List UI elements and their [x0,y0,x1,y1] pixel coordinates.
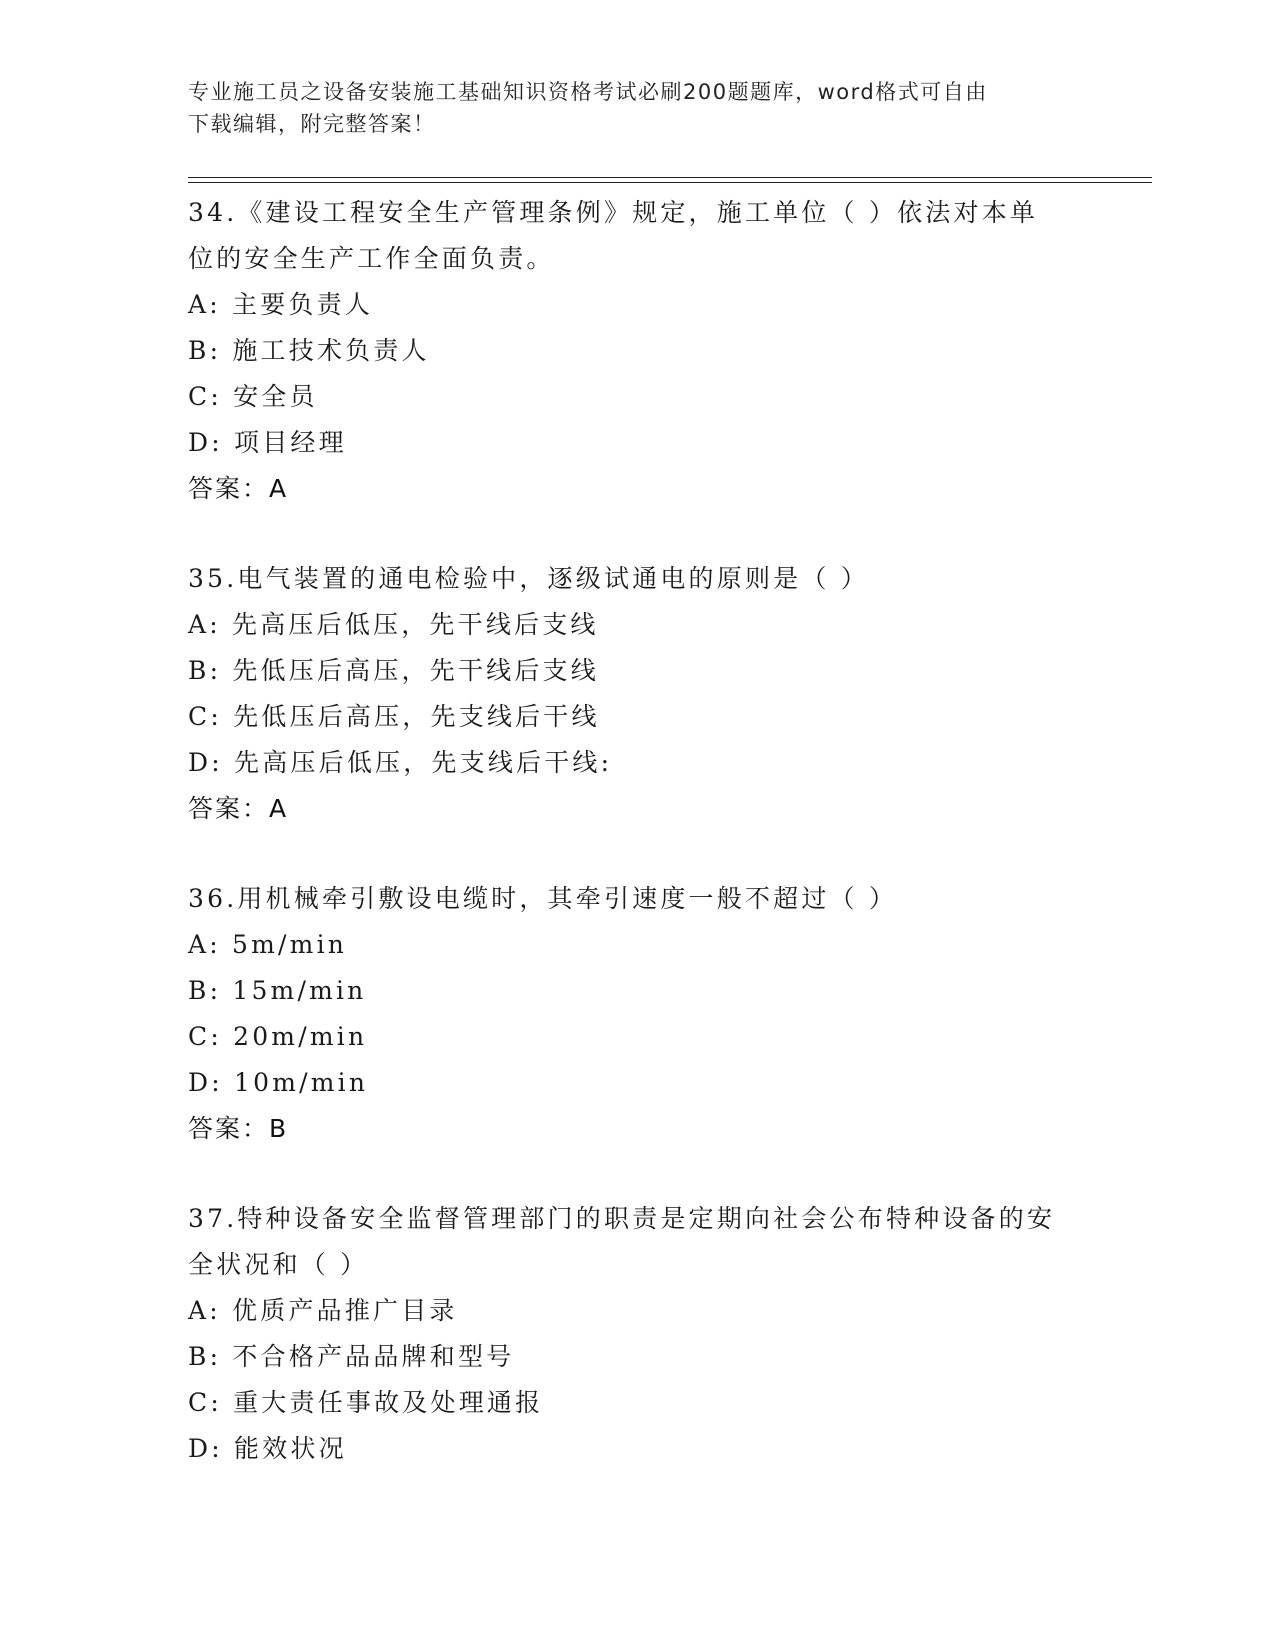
option-d: D: 项目经理 [188,428,347,457]
header-rule-bottom [188,182,1152,183]
question-stem [188,1196,1088,1288]
question-34 [188,190,1088,512]
option-b: B: 先低压后高压，先干线后支线 [188,656,599,685]
question-37 [188,1196,1088,1472]
question-stem-line: 37.特种设备安全监督管理部门的职责是定期向社会公布特种设备的安 [188,1204,1056,1233]
question-stem [188,876,1088,922]
question-list [188,190,1088,1472]
answer-line: 答案：A [188,794,289,823]
option-a: A: 5m/min [188,930,348,959]
answer-line: 答案：A [188,474,289,503]
document-header [188,76,1068,140]
option-b: B: 不合格产品品牌和型号 [188,1342,515,1371]
header-rule-top [188,177,1152,178]
answer-line: 答案：B [188,1114,289,1143]
question-35 [188,556,1088,832]
question-stem-line: 位的安全生产工作全面负责。 [188,244,555,273]
option-d: D: 10m/min [188,1068,369,1097]
option-c: C: 先低压后高压，先支线后干线 [188,702,600,731]
header-line-2: 下载编辑，附完整答案！ [188,112,436,136]
question-stem [188,190,1088,282]
option-b: B: 施工技术负责人 [188,336,430,365]
option-d: D: 能效状况 [188,1434,347,1463]
option-c: C: 重大责任事故及处理通报 [188,1388,544,1417]
question-stem [188,556,1088,602]
option-a: A: 先高压后低压，先干线后支线 [188,610,599,639]
option-b: B: 15m/min [188,976,367,1005]
option-a: A: 优质产品推广目录 [188,1296,458,1325]
question-stem-line: 全状况和（ ） [188,1250,369,1279]
question-stem-line: 35.电气装置的通电检验中，逐级试通电的原则是（ ） [188,564,869,593]
question-stem-line: 36.用机械牵引敷设电缆时，其牵引速度一般不超过（ ） [188,884,898,913]
header-line-1: 专业施工员之设备安装施工基础知识资格考试必刷200题题库，word格式可自由 [188,80,988,104]
question-stem-line: 34.《建设工程安全生产管理条例》规定，施工单位（ ）依法对本单 [188,198,1039,227]
option-c: C: 20m/min [188,1022,368,1051]
question-36 [188,876,1088,1152]
option-a: A: 主要负责人 [188,290,374,319]
option-d: D: 先高压后低压，先支线后干线: [188,748,613,777]
option-c: C: 安全员 [188,382,318,411]
